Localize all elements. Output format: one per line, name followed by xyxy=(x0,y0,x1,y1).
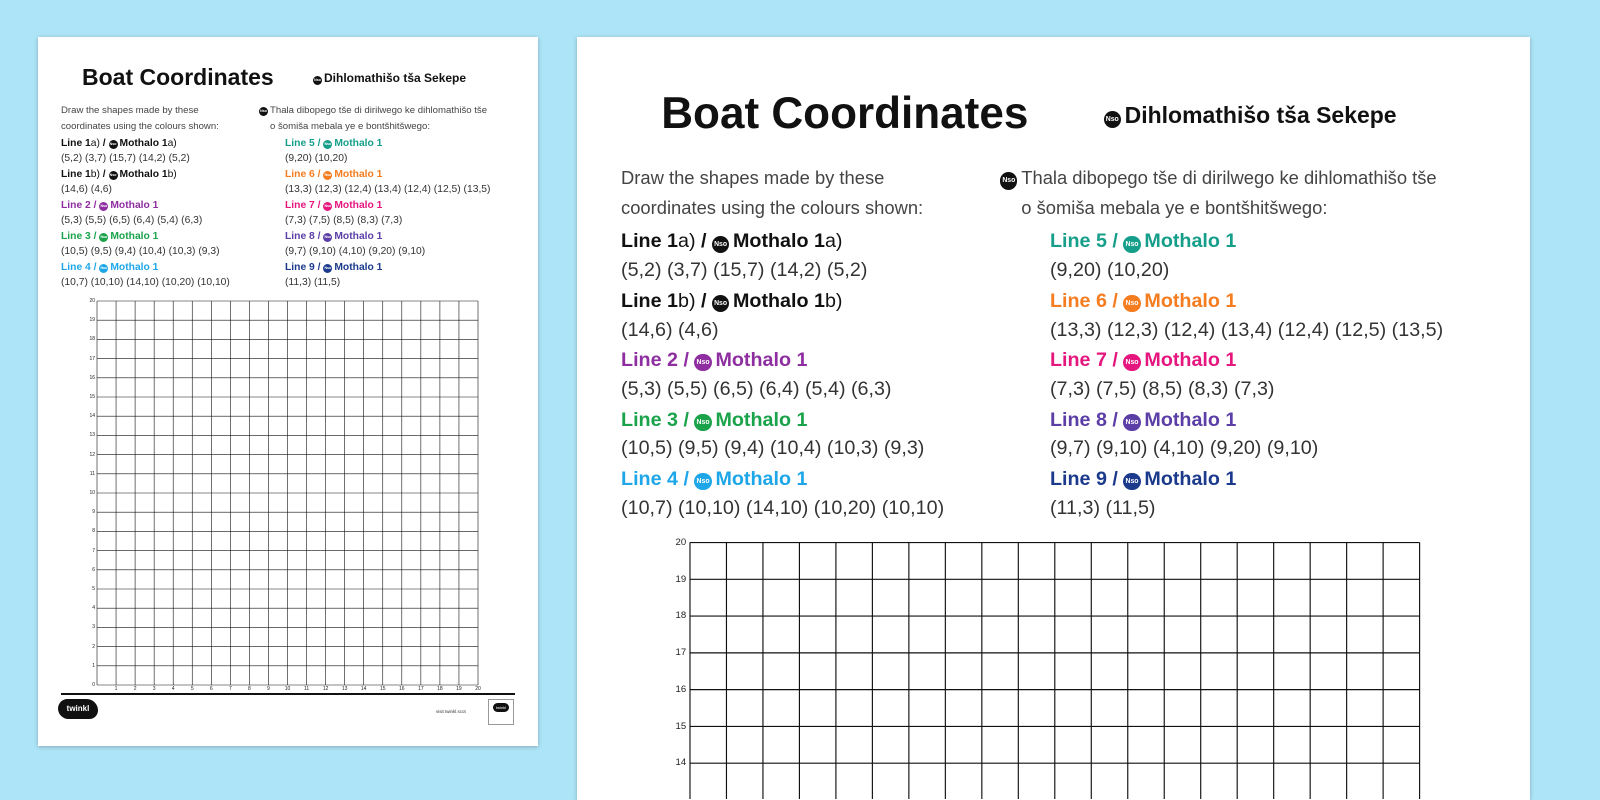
line-suffix: b) xyxy=(677,289,696,312)
line-label-en: Line 7 xyxy=(1050,349,1107,372)
nso-badge-icon: Nso xyxy=(323,264,332,273)
x-axis-label: 16 xyxy=(399,686,405,692)
x-axis-label: 3 xyxy=(152,686,156,692)
line-coordinates: (9,7) (9,10) (4,10) (9,20) (9,10) xyxy=(1050,437,1319,460)
line-label-en: Line 8 xyxy=(285,231,315,242)
line-label: Line 7 / Nso Mothalo 1 xyxy=(285,200,383,211)
nso-badge-icon: Nso xyxy=(1123,414,1140,431)
line-label: Line 9 / Nso Mothalo 1 xyxy=(1050,467,1237,490)
line-label-nso: Mothalo 1 xyxy=(715,349,808,372)
line-coordinates: (13,3) (12,3) (12,4) (13,4) (12,4) (12,5) (13,5) xyxy=(1050,318,1444,341)
line-coordinates: (11,3) (11,5) xyxy=(285,277,341,288)
line-label-nso: Mothalo 1 xyxy=(110,231,159,242)
y-axis-label: 18 xyxy=(89,336,95,343)
line-coordinates: (5,3) (5,5) (6,5) (6,4) (5,4) (6,3) xyxy=(621,377,892,400)
line-label: Line 3 / Nso Mothalo 1 xyxy=(61,231,159,242)
x-axis-label: 10 xyxy=(284,686,291,692)
nso-badge-icon: Nso xyxy=(694,354,711,371)
line-label-en: Line 1 xyxy=(61,138,91,149)
line-label: Line 1a) / Nso Mothalo 1a) xyxy=(61,138,177,149)
nso-badge-icon: Nso xyxy=(323,202,332,211)
line-label-en: Line 9 xyxy=(285,262,315,273)
instruction-line: o šomiša mebala ye e bontšhitšwego: xyxy=(270,120,430,132)
line-coordinates: (5,2) (3,7) (15,7) (14,2) (5,2) xyxy=(621,259,868,282)
nso-badge-icon: Nso xyxy=(109,140,118,149)
line-coordinates: (14,6) (4,6) xyxy=(621,318,719,341)
page-title: Boat Coordinates xyxy=(661,88,1029,138)
x-axis-label: 11 xyxy=(303,686,310,692)
y-axis-label: 3 xyxy=(92,624,95,631)
y-axis-label: 14 xyxy=(675,757,687,769)
line-suffix: a) xyxy=(824,230,843,253)
seal-text: twinkl xyxy=(493,703,510,712)
y-axis-label: 17 xyxy=(89,355,95,362)
line-label-en: Line 1 xyxy=(621,289,678,312)
nso-badge-icon: Nso xyxy=(1104,111,1121,128)
line-label-nso: Mothalo 1 xyxy=(715,408,808,431)
x-axis-label: 19 xyxy=(456,686,462,692)
instruction-line: Thala dibopego tše di dirilwego ke dihlomathišo tše xyxy=(1021,167,1437,189)
y-axis-label: 6 xyxy=(92,566,95,573)
instruction-line: Thala dibopego tše di dirilwego ke dihlomathišo tše xyxy=(270,105,488,116)
instruction-line: Draw the shapes made by these xyxy=(61,105,199,116)
y-axis-label: 12 xyxy=(89,451,95,458)
nso-badge-icon: Nso xyxy=(1000,172,1017,189)
line-label-en: Line 6 xyxy=(1050,289,1107,312)
y-axis-label: 15 xyxy=(89,394,95,400)
y-axis-label: 16 xyxy=(89,374,95,381)
x-axis-label: 4 xyxy=(171,686,175,692)
nso-badge-icon: Nso xyxy=(323,140,332,149)
line-label: Line 3 / Nso Mothalo 1 xyxy=(621,408,808,431)
line-coordinates: (11,3) (11,5) xyxy=(1050,496,1156,519)
line-coordinates: (9,7) (9,10) (4,10) (9,20) (9,10) xyxy=(285,246,426,257)
line-label-en: Line 3 xyxy=(61,231,91,242)
line-coordinates: (10,7) (10,10) (14,10) (10,20) (10,10) xyxy=(621,496,945,519)
x-axis-label: 6 xyxy=(209,686,213,692)
y-axis-label: 18 xyxy=(675,610,687,622)
y-axis-label: 0 xyxy=(92,682,95,688)
y-axis-label: 10 xyxy=(89,490,95,496)
y-axis-label: 20 xyxy=(675,536,687,548)
line-label-en: Line 4 xyxy=(61,262,91,273)
x-axis-label: 20 xyxy=(475,686,481,692)
line-label: Line 1b) / Nso Mothalo 1b) xyxy=(621,289,843,312)
line-coordinates: (9,20) (10,20) xyxy=(1050,259,1170,282)
instruction-line: coordinates using the colours shown: xyxy=(61,120,219,132)
line-label: Line 6 / Nso Mothalo 1 xyxy=(1050,289,1237,312)
nso-badge-icon: Nso xyxy=(1123,295,1140,312)
nso-badge-icon: Nso xyxy=(694,414,711,431)
coordinate-grid xyxy=(38,37,538,746)
line-coordinates: (10,5) (9,5) (9,4) (10,4) (10,3) (9,3) xyxy=(61,246,220,257)
x-axis-label: 7 xyxy=(228,686,232,692)
line-label: Line 8 / Nso Mothalo 1 xyxy=(1050,408,1237,431)
nso-badge-icon: Nso xyxy=(99,264,108,273)
x-axis-label: 17 xyxy=(418,686,424,692)
worksheet-preview-zoomed[interactable] xyxy=(577,37,1530,800)
page-title: Boat Coordinates xyxy=(82,64,274,90)
nso-badge-icon: Nso xyxy=(712,236,729,253)
line-label: Line 4 / Nso Mothalo 1 xyxy=(61,262,159,273)
line-label-nso: Mothalo 1 xyxy=(733,289,825,312)
line-label: Line 6 / Nso Mothalo 1 xyxy=(285,169,383,180)
subtitle-text: Dihlomathišo tša Sekepe xyxy=(1124,102,1397,129)
nso-badge-icon: Nso xyxy=(99,202,108,211)
line-label-nso: Mothalo 1 xyxy=(119,138,168,149)
y-axis-label: 20 xyxy=(89,298,95,304)
line-label-en: Line 9 xyxy=(1050,467,1107,490)
y-axis-label: 13 xyxy=(89,432,95,439)
x-axis-label: 9 xyxy=(267,686,270,692)
quality-seal-icon xyxy=(488,699,514,725)
line-coordinates: (7,3) (7,5) (8,5) (8,3) (7,3) xyxy=(285,215,403,226)
line-label-nso: Mothalo 1 xyxy=(733,230,825,253)
line-label-nso: Mothalo 1 xyxy=(715,467,808,490)
y-axis-label: 16 xyxy=(675,683,687,695)
x-axis-label: 2 xyxy=(133,686,137,692)
line-suffix: b) xyxy=(824,289,843,312)
x-axis-label: 8 xyxy=(248,686,251,692)
nso-badge-icon: Nso xyxy=(109,171,118,180)
line-label-nso: Mothalo 1 xyxy=(1144,467,1237,490)
instruction-line: Draw the shapes made by these xyxy=(621,167,885,189)
line-label-en: Line 5 xyxy=(1050,230,1107,253)
nso-badge-icon: Nso xyxy=(1123,236,1140,253)
line-suffix: b) xyxy=(90,169,100,180)
y-axis-label: 19 xyxy=(89,317,95,324)
line-label-en: Line 4 xyxy=(621,467,678,490)
line-label: Line 9 / Nso Mothalo 1 xyxy=(285,262,383,273)
line-label-nso: Mothalo 1 xyxy=(1144,349,1237,372)
line-label-nso: Mothalo 1 xyxy=(1144,408,1237,431)
line-label-nso: Mothalo 1 xyxy=(110,200,159,211)
line-label-nso: Mothalo 1 xyxy=(1144,289,1237,312)
visit-link[interactable]: visit twinkl.scot xyxy=(436,709,466,714)
line-label: Line 5 / Nso Mothalo 1 xyxy=(285,138,383,149)
nso-badge-icon: Nso xyxy=(323,171,332,180)
coordinate-grid xyxy=(577,37,1535,800)
y-axis-label: 9 xyxy=(92,509,95,516)
line-coordinates: (5,3) (5,5) (6,5) (6,4) (5,4) (6,3) xyxy=(61,215,203,226)
line-label: Line 7 / Nso Mothalo 1 xyxy=(1050,349,1237,372)
subtitle-text: Dihlomathišo tša Sekepe xyxy=(324,71,467,85)
nso-badge-icon: Nso xyxy=(694,473,711,490)
line-coordinates: (13,3) (12,3) (12,4) (13,4) (12,4) (12,5) (13,5) xyxy=(285,184,491,195)
line-suffix: b) xyxy=(167,169,177,180)
line-coordinates: (10,5) (9,5) (9,4) (10,4) (10,3) (9,3) xyxy=(621,437,925,460)
line-label-nso: Mothalo 1 xyxy=(334,200,383,211)
y-axis-label: 7 xyxy=(92,547,95,554)
line-suffix: a) xyxy=(167,138,177,149)
x-axis-label: 12 xyxy=(322,686,329,692)
y-axis-label: 19 xyxy=(675,573,687,585)
y-axis-label: 17 xyxy=(675,647,687,659)
twinkl-logo[interactable]: twinkl xyxy=(58,699,98,719)
line-label-nso: Mothalo 1 xyxy=(1144,230,1237,253)
instruction-line: o šomiša mebala ye e bontšhitšwego: xyxy=(1021,197,1328,219)
line-label-nso: Mothalo 1 xyxy=(119,169,168,180)
line-label: Line 8 / Nso Mothalo 1 xyxy=(285,231,383,242)
line-label-en: Line 2 xyxy=(61,200,91,211)
instruction-line: coordinates using the colours shown: xyxy=(621,197,924,219)
line-label-nso: Mothalo 1 xyxy=(110,262,159,273)
nso-badge-icon: Nso xyxy=(259,107,268,116)
line-suffix: a) xyxy=(677,230,696,253)
footer-divider xyxy=(61,693,515,695)
line-label: Line 2 / Nso Mothalo 1 xyxy=(61,200,159,211)
line-label: Line 1b) / Nso Mothalo 1b) xyxy=(61,169,177,180)
nso-badge-icon: Nso xyxy=(712,295,729,312)
x-axis-label: 15 xyxy=(379,686,386,692)
line-suffix: a) xyxy=(90,138,100,149)
line-coordinates: (5,2) (3,7) (15,7) (14,2) (5,2) xyxy=(61,153,190,164)
y-axis-label: 11 xyxy=(89,470,95,477)
y-axis-label: 8 xyxy=(92,528,95,535)
nso-badge-icon: Nso xyxy=(1123,473,1140,490)
line-label-en: Line 2 xyxy=(621,349,678,372)
y-axis-label: 15 xyxy=(675,720,687,732)
x-axis-label: 13 xyxy=(341,686,348,692)
line-label-nso: Mothalo 1 xyxy=(334,262,383,273)
x-axis-label: 18 xyxy=(437,686,443,692)
line-label: Line 5 / Nso Mothalo 1 xyxy=(1050,230,1237,253)
line-label-en: Line 1 xyxy=(61,169,91,180)
line-label: Line 1a) / Nso Mothalo 1a) xyxy=(621,230,843,253)
line-label-en: Line 5 xyxy=(285,138,315,149)
line-label-en: Line 3 xyxy=(621,408,678,431)
line-coordinates: (7,3) (7,5) (8,5) (8,3) (7,3) xyxy=(1050,377,1275,400)
x-axis-label: 14 xyxy=(360,686,367,692)
nso-badge-icon: Nso xyxy=(323,233,332,242)
y-axis-label: 14 xyxy=(89,413,95,420)
line-label-nso: Mothalo 1 xyxy=(334,169,383,180)
y-axis-label: 2 xyxy=(92,643,95,650)
nso-badge-icon: Nso xyxy=(1123,354,1140,371)
line-label-en: Line 8 xyxy=(1050,408,1107,431)
line-label-nso: Mothalo 1 xyxy=(334,138,383,149)
line-label: Line 2 / Nso Mothalo 1 xyxy=(621,349,808,372)
line-coordinates: (10,7) (10,10) (14,10) (10,20) (10,10) xyxy=(61,277,230,288)
nso-badge-icon: Nso xyxy=(313,76,322,85)
nso-badge-icon: Nso xyxy=(99,233,108,242)
line-label-nso: Mothalo 1 xyxy=(334,231,383,242)
worksheet-preview-full[interactable] xyxy=(38,37,538,746)
x-axis-label: 1 xyxy=(114,686,118,692)
line-label-en: Line 7 xyxy=(285,200,315,211)
y-axis-label: 1 xyxy=(92,662,95,669)
line-label-en: Line 1 xyxy=(621,230,678,253)
y-axis-label: 4 xyxy=(92,605,95,612)
line-label: Line 4 / Nso Mothalo 1 xyxy=(621,467,808,490)
line-coordinates: (14,6) (4,6) xyxy=(61,184,112,195)
line-coordinates: (9,20) (10,20) xyxy=(285,153,348,164)
x-axis-label: 5 xyxy=(190,686,194,692)
line-label-en: Line 6 xyxy=(285,169,315,180)
y-axis-label: 5 xyxy=(92,586,95,592)
